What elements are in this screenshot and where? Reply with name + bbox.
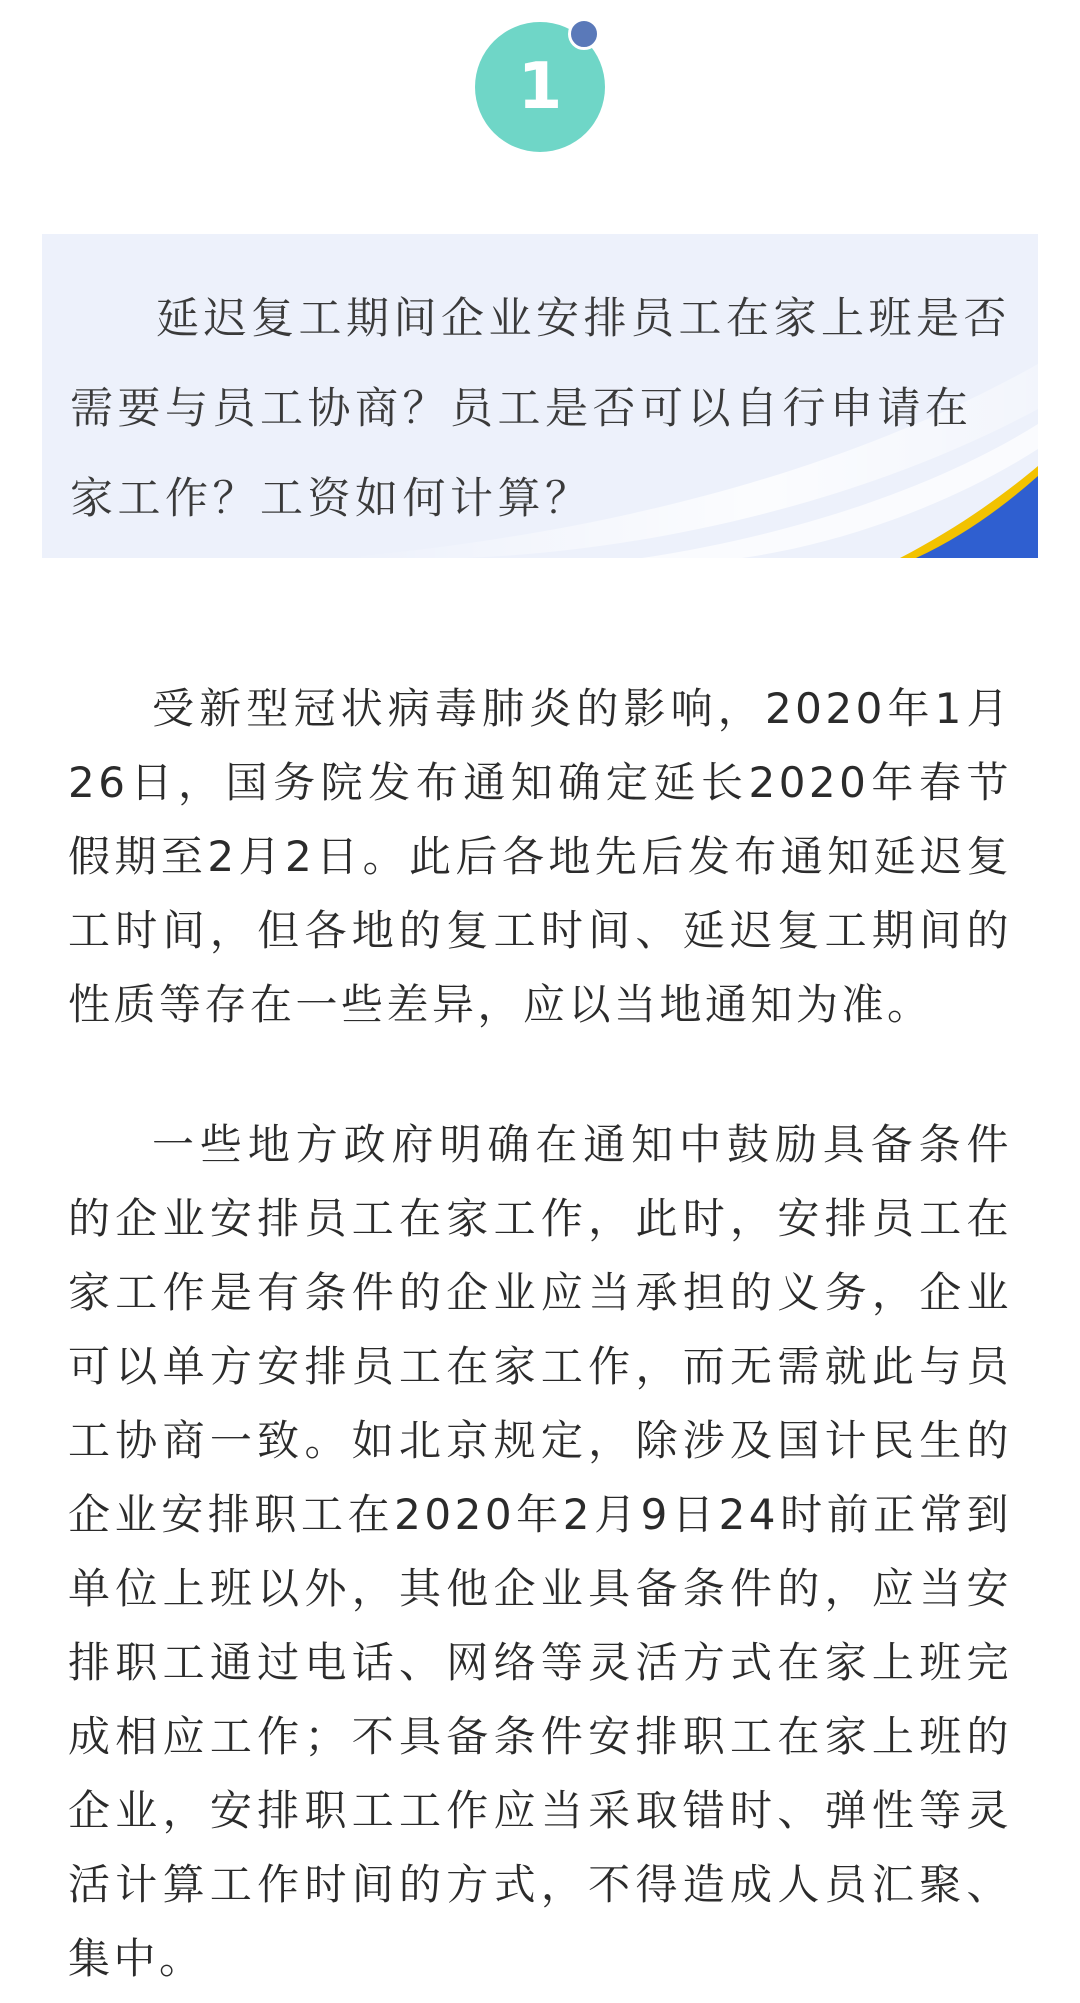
question-text: 延迟复工期间企业安排员工在家上班是否需要与员工协商？员工是否可以自行申请在家工作？工资如何计算？ bbox=[70, 294, 1011, 524]
body-paragraph-2: 一些地方政府明确在通知中鼓励具备条件的企业安排员工在家工作，此时，安排员工在家工作是有条件的企业应当承担的义务，企业可以单方安排员工在家工作，而无需就此与员工协商一致。如北京规定，除涉及国计民生的企业安排职工在2020年2月9日24时前正常到单位上班以外，其他企业具备条件的，应当安排职工通过电话、网络等灵活方式在家上班完成相应工作；不具备条件安排职工在家上班的企业，安排职工工作应当采取错时、弹性等灵活计算工作时间的方式，不得造成人员汇聚、集中。 bbox=[68, 1120, 1012, 1983]
body-paragraph-1: 受新型冠状病毒肺炎的影响，2020年1月26日，国务院发布通知确定延长2020年春节假期至2月2日。此后各地先后发布通知延迟复工时间，但各地的复工时间、延迟复工期间的性质等存在一些差异，应以当地通知为准。 bbox=[68, 684, 1012, 1029]
badge-dot-decoration bbox=[568, 18, 600, 50]
section-number: 1 bbox=[517, 50, 563, 124]
question-box bbox=[42, 234, 1038, 558]
